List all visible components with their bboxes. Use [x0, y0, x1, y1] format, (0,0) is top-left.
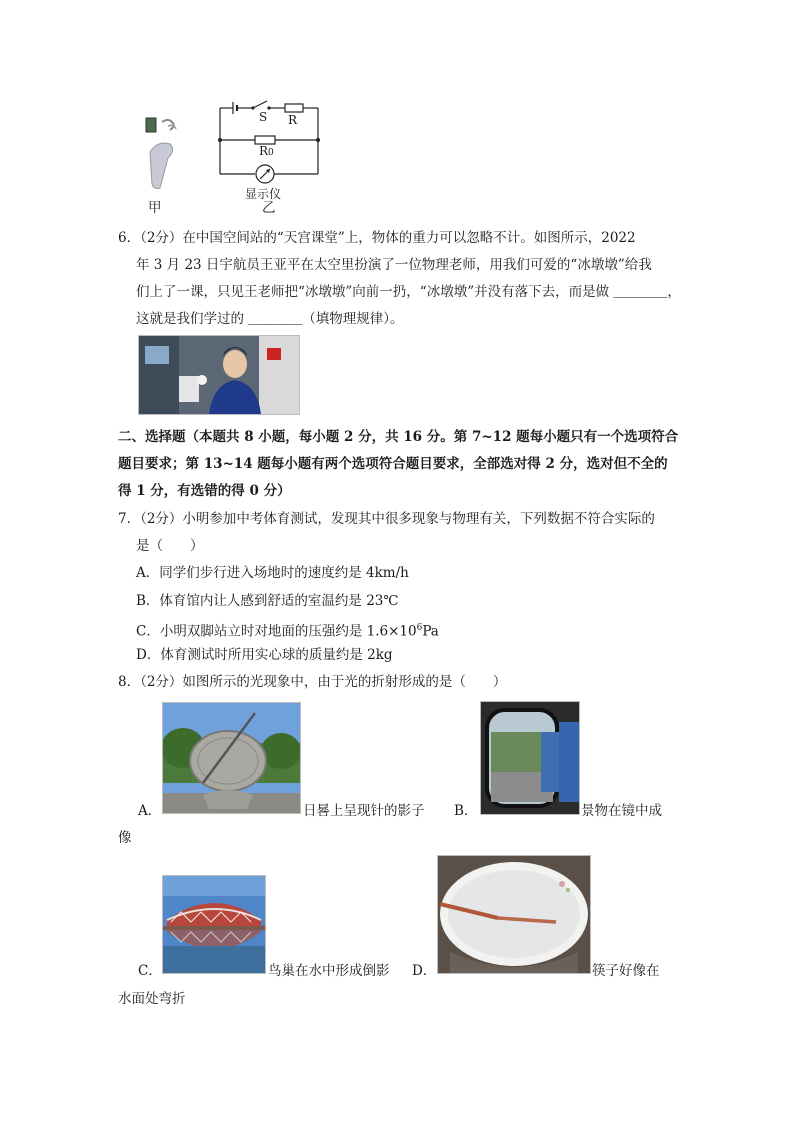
chopstick-bowl-scene	[438, 856, 590, 973]
switch-label: S	[259, 110, 268, 124]
q8-stem: 8．（2分）如图所示的光现象中，由于光的折射形成的是（ ）	[118, 674, 507, 690]
birds-nest-scene	[163, 876, 265, 973]
resistor-r0	[255, 136, 275, 144]
q8-option-b-text2: 像	[118, 830, 132, 846]
space-station-photo	[138, 335, 300, 415]
q7-option-c: C．小明双脚站立时对地面的压强约是 $1.6\times 10^6Pa$	[136, 623, 439, 640]
q8-option-a-text: 日晷上呈现针的影子	[303, 803, 425, 819]
switch-arm	[253, 101, 267, 108]
q8-option-d-text2: 水面处弯折	[118, 991, 186, 1007]
q6-line2: 年 3 月 23 日宇航员王亚平在太空里扮演了一位物理老师，用我们可爱的“冰墩墩”给我	[136, 257, 652, 273]
q7-option-b: B．体育馆内让人感到舒适的室温约是 23℃	[136, 593, 399, 609]
q6-line1: 6．（2分）在中国空间站的“天宫课堂”上，物体的重力可以忽略不计。如图所示，2022	[118, 230, 636, 246]
birds-nest-photo	[162, 875, 266, 974]
section2-line2: 题目要求；第 13~14 题每小题有两个选项符合题目要求，全部选对得 2 分，选对但不全的	[118, 456, 668, 472]
q8-option-d-text1: 筷子好像在	[592, 963, 660, 979]
space-station-scene	[139, 336, 299, 414]
mirror-scene	[481, 702, 579, 814]
q8-option-b-label: B．	[454, 803, 478, 819]
q7-line2: 是（ ）	[136, 538, 204, 554]
section2-line1: 二、选择题（本题共 8 小题，每小题 2 分，共 16 分。第 7~12 题每小题只有一个选项符合	[118, 429, 679, 445]
sundial-photo	[162, 702, 301, 814]
sundial-scene	[163, 703, 300, 813]
q6-line4: 这就是我们学过的 ＿＿＿＿（填物理规律）。	[136, 311, 404, 327]
resistor-label: R	[288, 113, 298, 127]
hair-dryer-illustration	[140, 112, 190, 202]
section2-line3: 得 1 分，有选错的得 0 分）	[118, 483, 291, 499]
figure-jia	[140, 112, 190, 202]
caption-yi: 乙	[262, 200, 276, 216]
q8-option-a-label: A．	[138, 803, 162, 819]
chopstick-bowl-photo	[437, 855, 591, 974]
q8-option-c-label: C．	[138, 963, 162, 979]
resistor-r	[285, 104, 303, 112]
q7-option-d: D．体育测试时所用实心球的质量约是 2kg	[136, 647, 393, 663]
mirror-photo	[480, 701, 580, 815]
q8-option-c-text: 鸟巢在水中形成倒影	[268, 963, 390, 979]
circuit-diagram	[215, 98, 325, 208]
q8-option-b-text1: 景物在镜中成	[581, 803, 662, 819]
q7-option-a: A．同学们步行进入场地时的速度约是 4km/h	[136, 565, 409, 581]
q6-line3: 们上了一课，只见王老师把“冰墩墩”向前一扔，“冰墩墩”并没有落下去，而是做 ＿＿＿＿，	[136, 284, 681, 300]
q8-option-d-label: D．	[412, 963, 437, 979]
q7-line1: 7．（2分）小明参加中考体育测试，发现其中很多现象与物理有关，下列数据不符合实际的	[118, 511, 655, 527]
display-label: 显示仪	[245, 187, 282, 201]
r0-label: R0	[259, 144, 274, 158]
caption-jia: 甲	[148, 200, 162, 216]
